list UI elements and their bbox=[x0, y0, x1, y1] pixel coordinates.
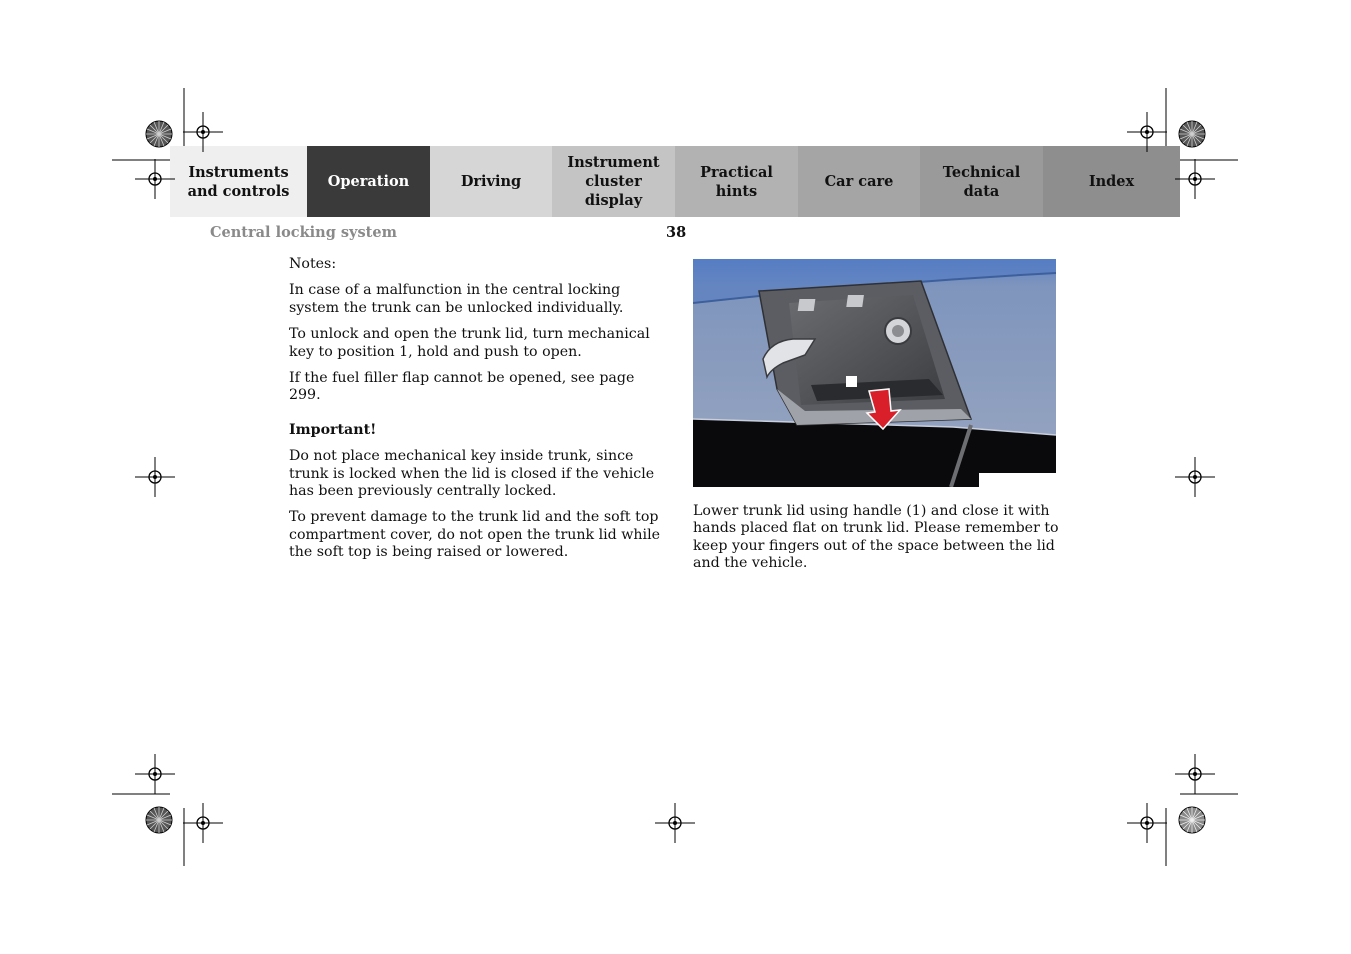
nav-tab-instrument-cluster-display[interactable]: Instrument cluster display bbox=[552, 146, 675, 217]
page-number: 38 bbox=[666, 224, 687, 241]
nav-tab-driving[interactable]: Driving bbox=[430, 146, 552, 217]
starburst-mark-icon bbox=[1178, 806, 1206, 834]
section-title: Central locking system bbox=[210, 224, 397, 241]
notes-label: Notes: bbox=[289, 256, 337, 272]
nav-tab-technical-data[interactable]: Technical data bbox=[920, 146, 1043, 217]
nav-tab-practical-hints[interactable]: Practical hints bbox=[675, 146, 798, 217]
starburst-mark-icon bbox=[145, 806, 173, 834]
nav-tab-car-care[interactable]: Car care bbox=[798, 146, 920, 217]
note-paragraph: To unlock and open the trunk lid, turn mechanical key to position 1, hold and push to open. bbox=[289, 326, 650, 360]
starburst-mark-icon bbox=[145, 120, 173, 148]
note-paragraph: If the fuel filler flap cannot be opened, see page 299. bbox=[289, 370, 635, 404]
important-paragraph: Do not place mechanical key inside trunk, since trunk is locked when the lid is closed if the vehicle has been previously centrally locked. bbox=[289, 448, 655, 500]
starburst-mark-icon bbox=[1178, 120, 1206, 148]
nav-tab-operation[interactable]: Operation bbox=[307, 146, 430, 217]
important-heading: Important! bbox=[289, 421, 377, 438]
figure-caption: Lower trunk lid using handle (1) and close it with hands placed flat on trunk lid. Please remember to keep your fingers out of the space between the lid and the vehicle. bbox=[693, 503, 1059, 572]
note-paragraph: In case of a malfunction in the central locking system the trunk can be unlocked individually. bbox=[289, 282, 624, 316]
important-paragraph: To prevent damage to the trunk lid and the soft top compartment cover, do not open the trunk lid while the soft top is being raised or lowered. bbox=[289, 509, 661, 561]
nav-tab-index[interactable]: Index bbox=[1043, 146, 1180, 217]
nav-tab-instruments-and-controls[interactable]: Instruments and controls bbox=[170, 146, 307, 217]
